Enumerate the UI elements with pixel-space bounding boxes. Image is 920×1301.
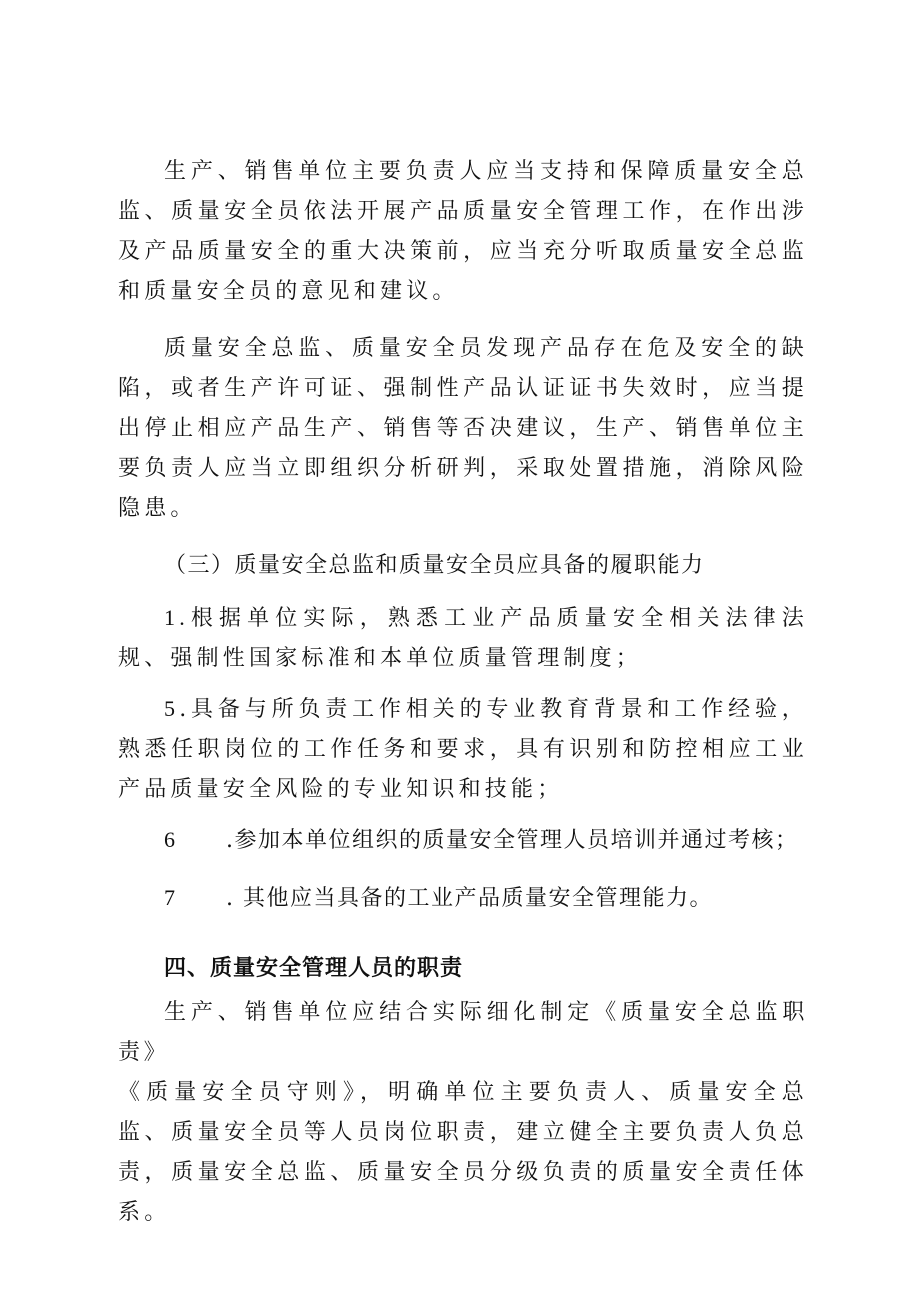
list-item-5 xyxy=(118,689,808,810)
document-page xyxy=(118,152,808,1233)
list-item-text: 根据单位实际，熟悉工业产品质量安全相关法律法规、强制性国家标准和本单位质量管理制度； xyxy=(118,606,808,671)
paragraph-responsibilities: 《质量安全员守则》，明确单位主要负责人、质量安全总监、质量安全员等人员岗位职责，建立健全主要负责人负总责，质量安全总监、质量安全员分级负责的质量安全责任体系。 xyxy=(118,1080,808,1225)
list-item-7 xyxy=(118,878,808,919)
list-item-number: 5 xyxy=(164,696,180,721)
subheading-competencies: （三）质量安全总监和质量安全员应具备的履职能力 xyxy=(164,553,705,578)
paragraph-leader-support: 生产、销售单位主要负责人应当支持和保障质量安全总监、质量安全员依法开展产品质量安全管理工作，在作出涉及产品质量安全的重大决策前，应当充分听取质量安全总监和质量安全员的意见和建议。 xyxy=(118,159,808,304)
list-item-number: 1. xyxy=(164,605,189,630)
list-item-text: .参加本单位组织的质量安全管理人员培训并通过考核； xyxy=(226,828,799,853)
list-item-1 xyxy=(118,598,808,679)
section-title: 四、质量安全管理人员的职责 xyxy=(164,956,464,981)
paragraph-veto-advice: 质量安全总监、质量安全员发现产品存在危及安全的缺陷，或者生产许可证、强制性产品认证证书失效时，应当提出停止相应产品生产、销售等否决建议，生产、销售单位主要负责人应当立即组织分析研判，采取处置措施，消除风险隐患。 xyxy=(118,336,808,521)
list-item-text: .具备与所负责工作相关的专业教育背景和工作经验，熟悉任职岗位的工作任务和要求，具有识别和防控相应工业产品质量安全风险的专业知识和技能； xyxy=(118,697,808,802)
paragraph-responsibilities-line1: 生产、销售单位应结合实际细化制定《质量安全总监职责》 xyxy=(118,1000,808,1065)
list-item-text: . 其他应当具备的工业产品质量安全管理能力。 xyxy=(226,886,713,911)
list-item-6 xyxy=(118,820,808,861)
list-item-number: 6 xyxy=(164,827,177,852)
list-item-number: 7 xyxy=(164,885,177,910)
